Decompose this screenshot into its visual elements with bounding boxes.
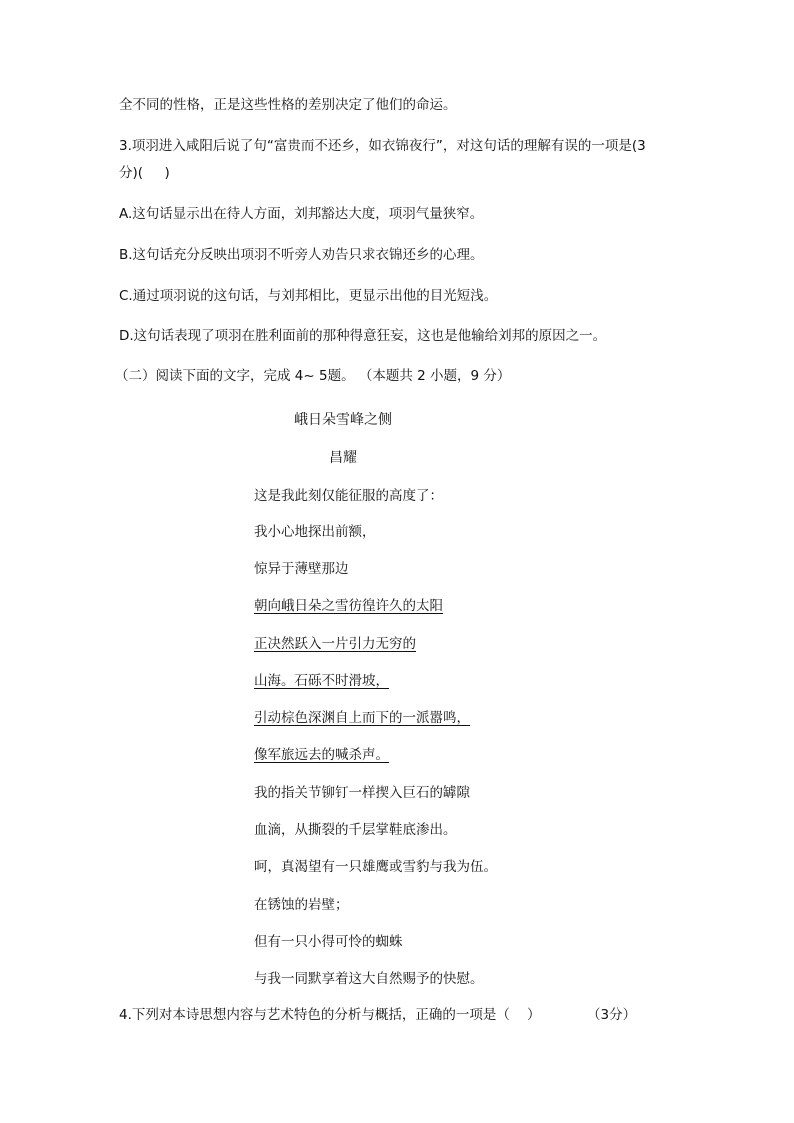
question-3-stem-line-2: 分)( ) xyxy=(119,165,170,181)
question-3-option-d: D.这句话表现了项羽在胜利面前的那种得意狂妄，这也是他输给刘邦的原因之一。 xyxy=(119,328,607,344)
question-3-option-b: B.这句话充分反映出项羽不听旁人劝告只求衣锦还乡的心理。 xyxy=(119,247,484,263)
question-3-stem-line-1: 3.项羽进入咸阳后说了句“富贵而不还乡，如衣锦夜行”，对这句话的理解有误的一项是(3 xyxy=(119,138,646,154)
poem-line: 惊异于薄壁那边 xyxy=(254,561,349,577)
question-3-option-c: C.通过项羽说的这句话，与刘邦相比，更显示出他的目光短浅。 xyxy=(119,288,498,304)
poem-line: 我的指关节铆钉一样揳入巨石的罅隙 xyxy=(254,785,470,801)
question-3-option-a: A.这句话显示出在待人方面，刘邦豁达大度，项羽气量狭窄。 xyxy=(119,206,484,222)
poem-line-underlined: 像军旅远去的喊杀声。 xyxy=(254,747,389,763)
poem-title: 峨日朵雪峰之侧 xyxy=(294,412,392,428)
poem-line-underlined: 正决然跃入一片引力无穷的 xyxy=(254,636,416,652)
poem-line-underlined: 引动棕色深渊自上而下的一派嚣鸣， xyxy=(254,710,470,726)
question-4-score: （3分） xyxy=(587,1007,637,1023)
poem-line: 呵，真渴望有一只雄鹰或雪豹与我为伍。 xyxy=(254,859,497,875)
poem-line: 但有一只小得可怜的蜘蛛 xyxy=(254,934,403,950)
poem-line: 血滴，从撕裂的千层掌鞋底渗出。 xyxy=(254,822,457,838)
section-2-heading: （二）阅读下面的文字，完成 4~ 5题。 （本题共 2 小题，9 分） xyxy=(115,368,511,384)
passage-tail: 全不同的性格，正是这些性格的差别决定了他们的命运。 xyxy=(119,97,457,113)
poem-line-underlined: 朝向峨日朵之雪彷徨许久的太阳 xyxy=(254,598,443,614)
poem-line: 与我一同默享着这大自然赐予的快慰。 xyxy=(254,971,484,987)
poem-line: 在锈蚀的岩壁； xyxy=(254,897,349,913)
question-4-stem: 4.下列对本诗思想内容与艺术特色的分析与概括，正确的一项是（ ） xyxy=(119,1007,541,1023)
poem-line: 我小心地探出前额， xyxy=(254,524,376,540)
poem-line: 这是我此刻仅能征服的高度了： xyxy=(254,488,443,504)
poem-author: 昌耀 xyxy=(329,450,357,466)
poem-line-underlined: 山海。石砾不时滑坡， xyxy=(254,673,389,689)
